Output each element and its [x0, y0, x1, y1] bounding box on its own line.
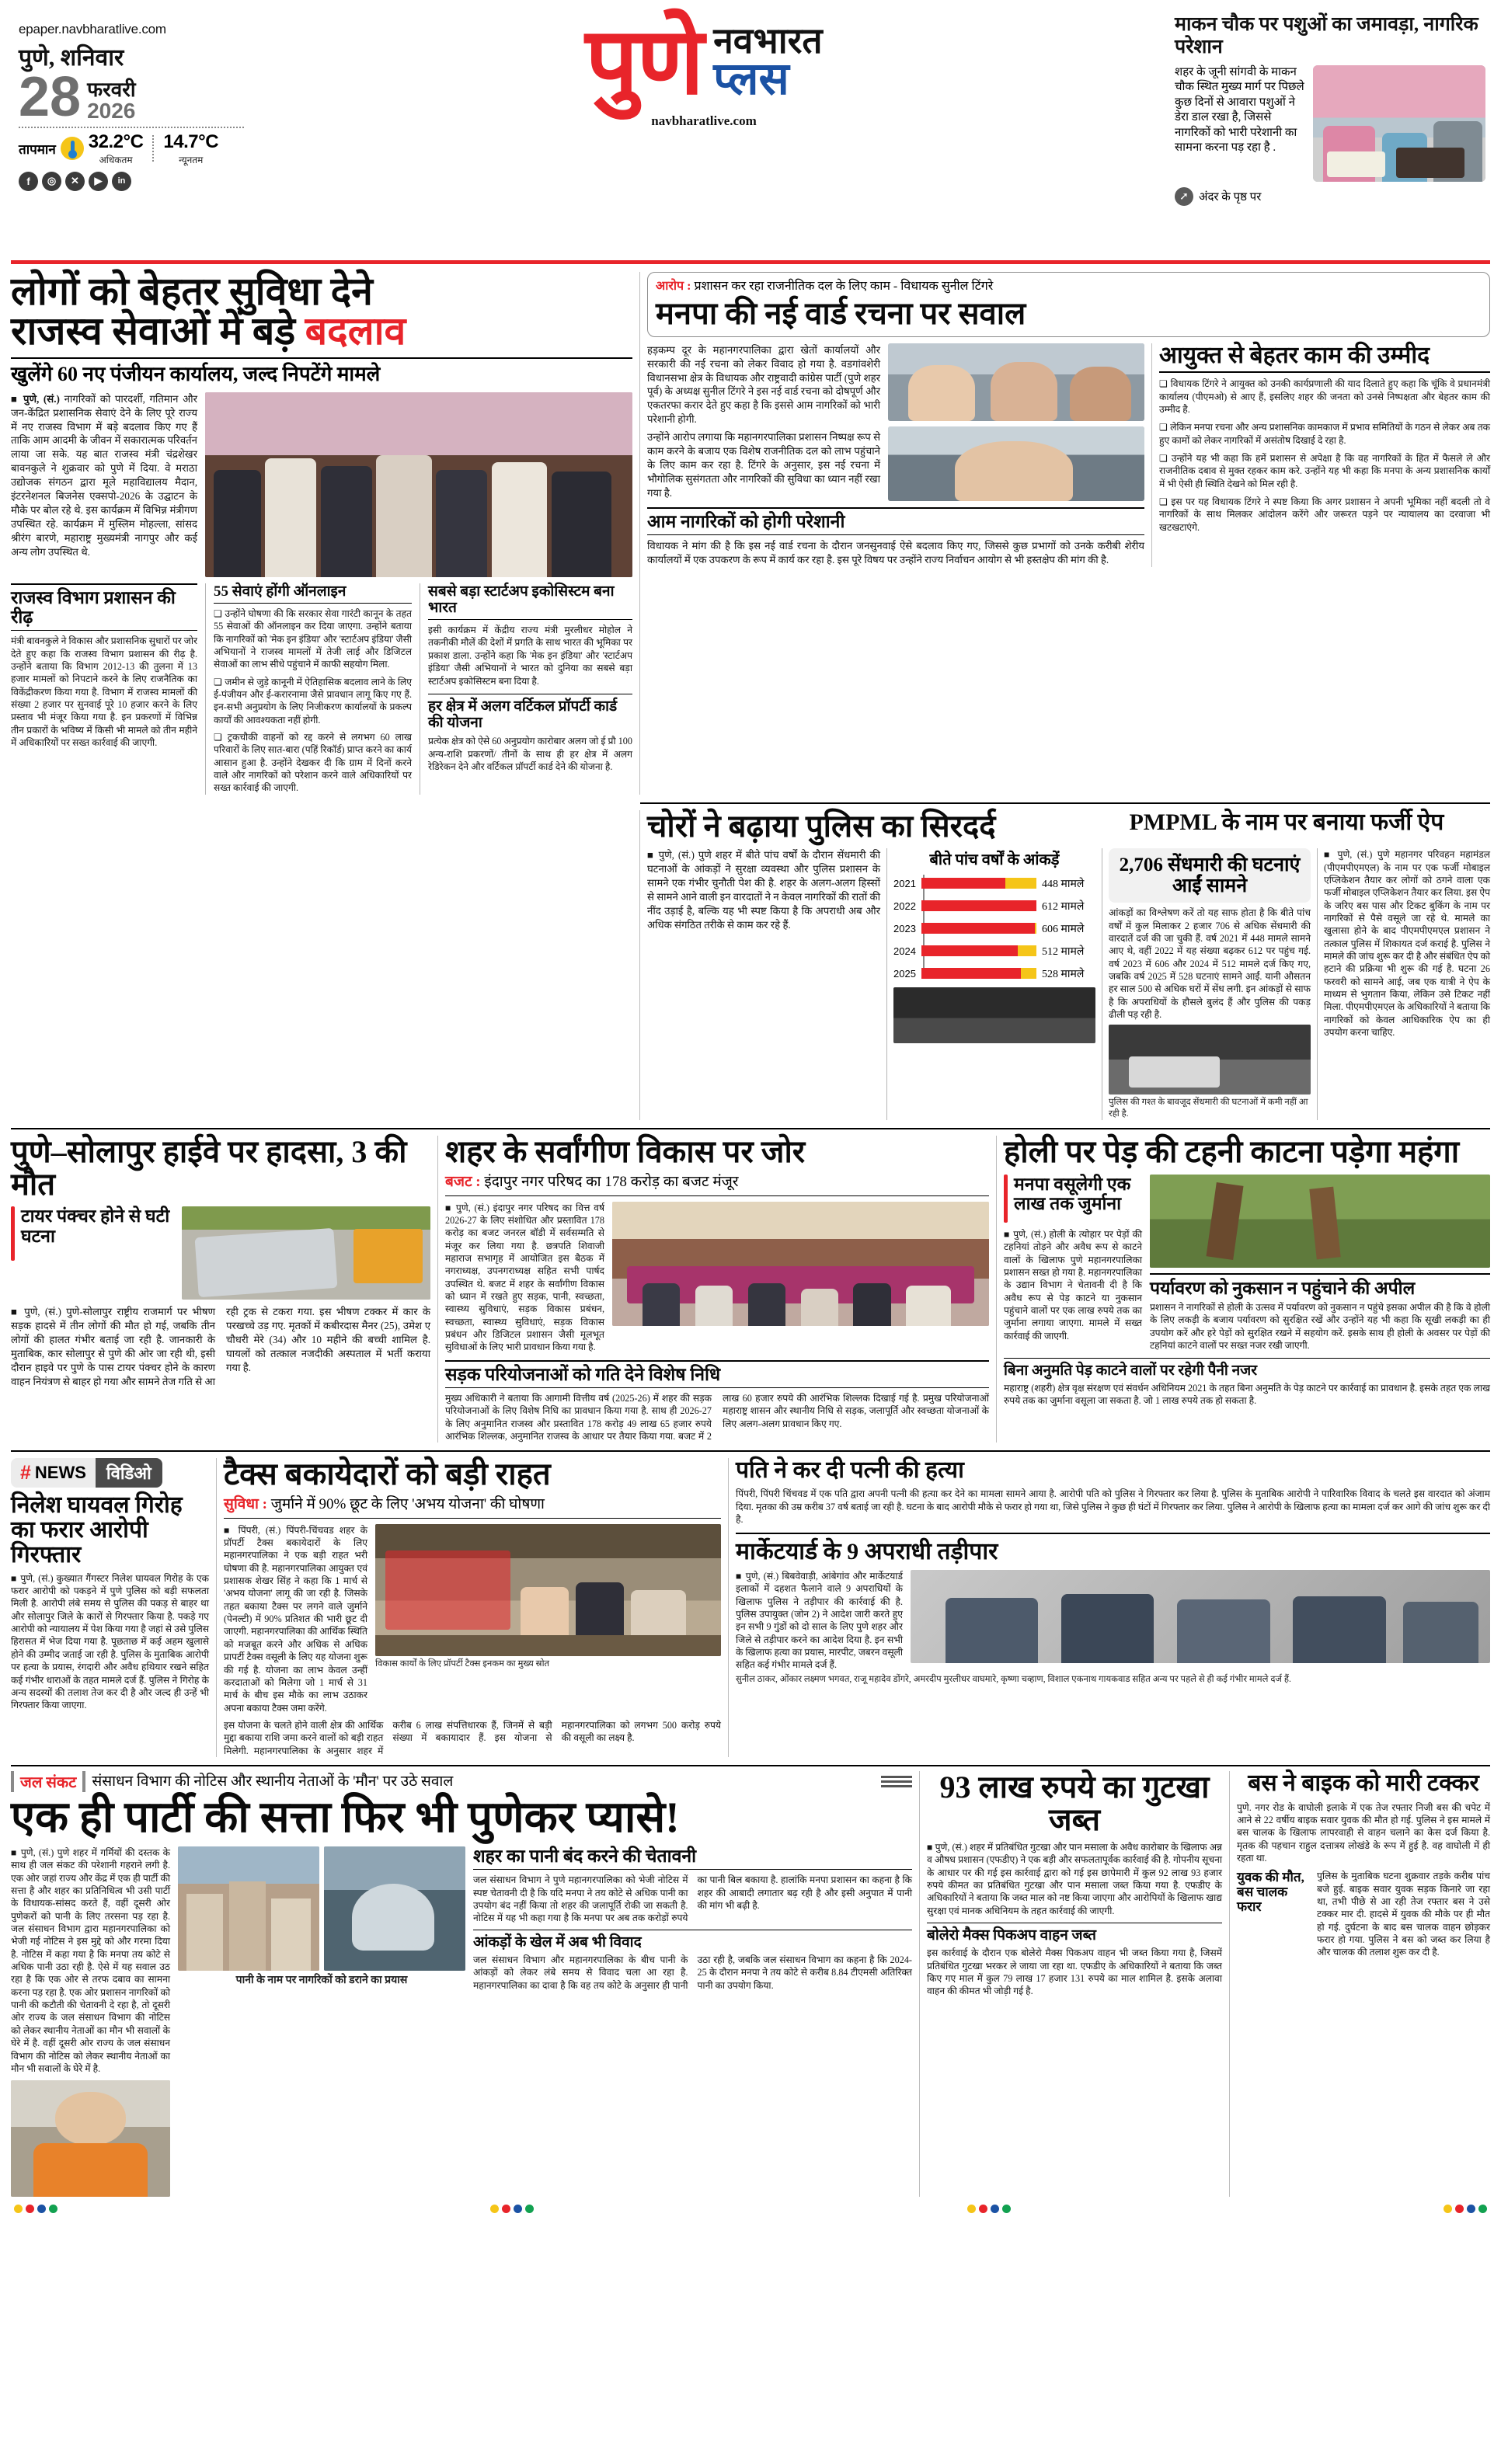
water-subhead: शहर का पानी बंद करने की चेतावनी [473, 1846, 912, 1870]
masthead-promo[interactable] [1164, 0, 1490, 206]
center-kicker-label: आरोप : [656, 280, 691, 293]
chart-year-label: 2022 [893, 900, 916, 912]
holi-subhead: मनपा वसूलेगी एक लाख तक जुर्माना [1014, 1174, 1131, 1214]
chart-value-label: 606 मामले [1042, 923, 1085, 935]
color-dots-center-2 [967, 2205, 1011, 2213]
chart-bar [921, 968, 1021, 979]
lead-sub2-text: मंत्री बावनकुले ने विकास और प्रशासनिक सुधारों पर जोर देते हुए कहा कि राजस्व विभाग प्रशासन की रीढ़ है. उन्होंने बताया कि विभाग 2012-13 की तुलना में 13 हजार मामलों को निपटाने करने के लिए राजनैतिक का विकेंद्रीकरण किया गया है. विभाग में राजस्व मामलों की संख्या 2 हजार पर सुनवाई पूरे 10 हजार करने के लिए प्रस्ताव भी मंजूर किया गया है. इन प्रकरणों में विभिन्न तीन प्रकारों के भविष्य में किसी भी मामले को तीन महीने में अधिकारियों पर सख्त कार्रवाई की जाएगी. [11, 635, 197, 748]
row-2 [11, 1136, 1490, 1443]
temp-min-value: 14.7°C [163, 131, 219, 152]
date-day: 28 [19, 66, 82, 128]
right-point-3: ❏ उन्होंने यह भी कहा कि हमें प्रशासन से अपेक्षा है कि वह नागरिकों के हित में फैसले ले और राजनीतिक दबाव से मुक्त रहकर काम करे. उन्होंने यह भी कहा कि मनपा के अन्य प्रशासनिक कार्यों में भी ऐसी ही स्थिति देखने को मिल रही है. [1159, 453, 1490, 489]
promo-photo [1313, 65, 1485, 182]
center-column [647, 343, 1144, 567]
accident-text: ■ पुणे, (सं.) पुणे-सोलापुर राष्ट्रीय राजमार्ग पर भीषण सड़क हादसे में तीन लोगों की मौत हो गई, जबकि तीन लोगों की हालत गंभीर बताई जा रही है. जानकारी के मुताबिक, कार सोलापुर से पुणे की ओर जा रही थी, इसी दौरान हाइवे पर पुणे के पास टायर पंक्चर होने के कारण वाहन नियंत्रण से बाहर हो गया और सामने तेज गति से आ रही ट्रक से टकरा गया. इस भीषण टक्कर में कार के परखच्चे उड़ गए. मृतकों में कबीरदास मैनर (25), उमेश ए चौधरी मेरे (34) और 10 महीने की बच्ची शामिल है. घायलों को तत्काल नजदीकी अस्पताल में भर्ती कराया गया है. [11, 1306, 430, 1388]
color-dots-left [14, 2205, 57, 2213]
card1-point-1: ❏ उन्होंने घोषणा की कि सरकार सेवा गारंटी कानून के तहत 55 सेवाओं की ऑनलाइन कर दिया जाएगा. उन्होंने बताया कि नागरिकों को 'मेक इन इंडिया' और 'स्टार्टअप इंडिया' जैसी अभियानों ने राजस्व मामलों में तेजी लाई और डिजिटल सेवाओं का लाभ सीधे पहुंचाने में काफी सहयोग मिला. [214, 607, 412, 670]
masthead-left [11, 0, 244, 191]
chart-title: बीते पांच वर्षों के आंकड़ें [929, 851, 1060, 869]
budget-subtext: मुख्य अधिकारी ने बताया कि आगामी वित्तीय वर्ष (2025-26) में शहर की सड़क परियोजनाओं के लिए विशेष निधि का प्रावधान किया गया है. साथ ही 2026-27 के लिए अनुमानित राजस्व और प्रस्तावित 178 करोड़ 49 लाख 65 हजार रुपये आरंभिक शिल्लक, अनुमानित राजस्व के आधार पर तैयार किया गया. बजट में 2 लाख 60 हजार रुपये की आरंभिक शिल्लक दिखाई गई है. प्रमुख परियोजनाओं महाराष्ट्र शासन और स्थानीय निधि से सड़क, जलापूर्ति और स्वच्छता योजनाओं के लिए अलग-अलग प्रावधान किए गए. [445, 1393, 989, 1443]
marketyard-story [736, 1540, 1490, 1685]
water-sub2-head: आंकड़ों के खेल में अब भी विवाद [473, 1930, 912, 1951]
crime-photo-2 [1109, 1025, 1311, 1095]
masthead-logo[interactable] [244, 0, 1164, 129]
instagram-icon[interactable]: ◎ [42, 172, 61, 191]
logo-pune: पुणे [585, 10, 703, 113]
gutkha-headline: 93 लाख रुपये का गुटखा जब्त [939, 1769, 1210, 1837]
card1-point-3: ❏ ट्रकचौकी वाहनों को रद्द करने से लगभग 60 लाख परिवारों के लिए सात-बारा (पहिं रिकॉर्ड) प्राप्त करने का कार्य आसान हुआ है. उन्होंने देखकर दी कि ग्राम में दिनों करने वाले और नागरिकों को परेशान करने वाले अधिकारियों पर सख्त कार्रवाई की जाएगी. [214, 731, 412, 794]
chart-value-label: 612 मामले [1042, 900, 1085, 913]
tax-headline: टैक्स बकायेदारों को बड़ी राहत [224, 1456, 551, 1492]
water-subtext: जल संसाधन विभाग ने पुणे महानगरपालिका को भेजी नोटिस में स्पष्ट चेतावनी दी है कि यदि मनपा ने तय कोटे से अधिक पानी का उपयोग बंद नहीं किया तो शहर की जलापूर्ति रोकी जा सकती है. नोटिस में यह भी कहा गया है कि मनपा पर अब तक करोड़ों रुपये का पानी बिल बकाया है. हालांकि मनपा प्रशासन का कहना है कि शहर की आबादी लगातार बढ़ रही है और इसी अनुपात में पानी की मांग भी बढ़ी है. [473, 1874, 912, 1924]
chart-value-label: 528 मामले [1042, 968, 1085, 980]
masthead [11, 0, 1490, 260]
crime-headline: चोरों ने बढ़ाया पुलिस का सिरदर्द [647, 808, 996, 844]
tax-kicker-text: जुर्माने में 90% छूट के लिए 'अभय योजना' की घोषणा [270, 1495, 545, 1512]
center-para-2: उन्होंने आरोप लगाया कि महानगरपालिका प्रशासन निष्पक्ष रूप से काम करने के बजाय एक विशेष राजनीतिक दल को लाभ पहुंचाने के लिए काम कर रहा है. टिंगरे के अनुसार, इस नई रचना में भौगोलिक सुसंगतता और नागरिकों की सुविधा का ध्यान नहीं रखा गया है. [647, 431, 880, 499]
card2-text: इसी कार्यक्रम में केंद्रीय राज्य मंत्री मुरलीधर मोहोल ने तकनीकी मौलें की देशों में प्रगति के साथ भारत की भूमिका पर प्रकाश डाला. उन्होंने कहा कि 'मेक इन इंडिया' और 'स्टार्टअप इंडिया' जैसी अभियानों ने भारत को दुनिया का सबसे बड़ा स्टार्टअप इकोसिस्टम बना दिया है. [428, 625, 632, 687]
water-photo-1 [178, 1846, 319, 1971]
center-subtext: विधायक ने मांग की है कि इस नई वार्ड रचना के दौरान जनसुनवाई ऐसे बदलाव किए गए, जिससे कुछ प्रभागों को उनके करीबी शेरीय कार्यालयों में एक उपकरण के रूप में कार्य कर रहा है. इस पूरे विषय पर उन्होंने राज्य निर्वाचन आयोग से भी हस्तक्षेप की मांग की है. [647, 539, 1144, 566]
tax-foot-text: इस योजना के चलते होने वाली क्षेत्र की आर्थिक मुद्दा बकाया राशि जमा करने वालों को बड़ी राहत मिलेगी. महानगरपालिका के अनुसार शहर में करीब 6 लाख संपत्तिधारक हैं, जिनमें से बड़ी संख्या में बकायादार हैं. इस योजना से महानगरपालिका को लगभग 500 करोड़ रुपये की वसूली का लक्ष्य है. [224, 1719, 721, 1756]
youtube-icon[interactable]: ▶ [89, 172, 108, 191]
pmpml-headline: PMPML के नाम पर बनाया फर्जी ऐप [1129, 809, 1444, 835]
lead-headline-line1: लोगों को बेहतर सुविधा देने [11, 270, 373, 313]
chart-bar [921, 945, 1018, 956]
news-video-headline: निलेश घायवल गिरोह का फरार आरोपी गिरफ्तार [11, 1492, 183, 1568]
holi-headline: होली पर पेड़ की टहनी काटना पड़ेगा महंगा [1004, 1134, 1460, 1170]
water-text: ■ पुणे, (सं.) पुणे शहर में गर्मियों की दस्तक के साथ ही जल संकट की परेशानी गहराने लगी है. एक ओर जहां राज्य और केंद्र में एक ही पार्टी की सत्ता है और शहर का प्रतिनिधित्व भी उसी पार्टी के विधायक-सांसद करते हैं, वहीं दूसरी ओर पुणेकरों को पानी के लिए तरसना पड़ रहा है. जल संसाधन विभाग द्वारा महानगरपालिका को भेजी गई नोटिस ने इस मुद्दे को और गरमा दिया है. नोटिस में कहा गया है कि मनपा तय कोटे से अधिक पानी उठा रही है. ऐसे में यह सवाल उठ रहा है कि एक ओर से तरफ दबाव का सामना करना पड़ रहा है. एक ओर प्रशासन नागरिकों को पानी की कटौती की चेतावनी दे रहा है, तो दूसरी ओर राज्य के जल संसाधन विभाग की नोटिस को लेकर स्थानीय नेताओं का मौन भी सवालों के घेरे में है. वहीं दूसरी ओर राज्य के जल संसाधन विभाग की नोटिस को लेकर स्थानीय नेताओं का मौन भी सवालों के घेरे में है. [11, 1847, 170, 2074]
chart-row [893, 965, 1095, 982]
row1-right-area [647, 272, 1490, 795]
budget-kicker-label: बजट : [445, 1173, 481, 1190]
marketyard-headline-rest: अपराधी तड़ीपार [864, 1539, 998, 1565]
holi-photo [1150, 1175, 1490, 1268]
chart-year-label: 2024 [893, 945, 916, 957]
budget-kicker-text: इंदापुर नगर परिषद का 178 करोड़ का बजट मंजूर [484, 1173, 739, 1190]
center-photo-1 [888, 343, 1144, 421]
center-kicker [656, 279, 1482, 294]
site-url[interactable]: epaper.navbharatlive.com [19, 22, 166, 37]
crime-stat-box [1109, 848, 1311, 1120]
weather-block [19, 131, 244, 166]
news-label: NEWS [34, 1463, 86, 1483]
chart-row [893, 875, 1095, 892]
date-year: 2026 [87, 98, 136, 123]
arrow-right-icon: ➚ [1175, 187, 1193, 206]
center-subhead: आम नागरिकों को होगी परेशानी [647, 507, 1144, 535]
card1-point-2: ❏ जमीन से जुड़े कानूनी में ऐतिहासिक बदलाव लाने के लिए ई-पंजीयन और ई-करारनामा जैसे प्रावधान लागू किए गए हैं. इन-सभी अनुप्रयोग के लिए निजीकरण कार्यालयों के प्रकल्प कार्यों की आवश्यकता नहीं होगी. [214, 676, 412, 726]
crime-strip [11, 810, 1490, 1121]
marketyard-headline-num: मार्केटयार्ड के 9 [736, 1539, 859, 1565]
x-twitter-icon[interactable]: ✕ [65, 172, 85, 191]
news-video-story [11, 1458, 209, 1757]
linkedin-icon[interactable]: in [112, 172, 131, 191]
promo-headline: माकन चौक पर पशुओं का जमावड़ा, नागरिक परेशान [1175, 14, 1478, 57]
lead-para-1: ■ पुणे, (सं.) नागरिकों को पारदर्शी, गतिमान और जन-केंद्रित प्रशासनिक सेवाएं देने के लिए पूरे राज्य में नए राजस्व विभाग में बड़े बदलाव किए गए हैं ताकि आम आदमी के जीवन में सकारात्मक परिवर्तन लाया जा सके. यह बात राजस्व मंत्री चंद्रशेखर बावनकुले ने शुक्रवार को पुणे में दिया. वे मराठा उद्योजक संगठन द्वारा मूले महाविद्यालय मैदान, इंटरनेशनल बिजनेस एक्सपो-2026 के उद्घाटन के मौके पर बोल रहे थे. इस कार्यक्रम में विभिन्न मंत्रीगण उपस्थित रहे. कार्यक्रम में मुस्लिम मोहल्ला, सांसद श्रीरंग बारणे, महाराष्ट्र मुख्यमंत्री नागपुर और कई अन्य लोग उपस्थित थे. [11, 392, 198, 559]
water-sub2-text: जल संसाधन विभाग और महानगरपालिका के बीच पानी के आंकड़ों को लेकर लंबे समय से विवाद चला आ रहा है. महानगरपालिका का दावा है कि वह तय कोटे के अनुसार ही पानी उठा रही है, जबकि जल संसाधन विभाग का कहना है कि 2024-25 के दौरान मनपा ने तय कोटे से करीब 8.84 टीएमसी अतिरिक्त पानी का उपयोग किया. [473, 1954, 912, 1991]
brand-url[interactable]: navbharatlive.com [651, 113, 757, 128]
chart-bar [921, 923, 1035, 934]
tax-story [224, 1458, 721, 1757]
accident-photo [182, 1206, 430, 1300]
right-column [1159, 343, 1490, 567]
bus-bike-subhead: युवक की मौत, बस चालक फरार [1237, 1870, 1304, 1915]
chart-value-label: 512 मामले [1042, 945, 1085, 958]
holi-note-head: बिना अनुमति पेड़ काटने वालों पर रहेगी पैनी नजर [1004, 1358, 1490, 1379]
date-month: फरवरी [87, 78, 136, 101]
center-photo-2 [888, 426, 1144, 501]
card3-text: प्रत्येक क्षेत्र को ऐसे 60 अनुप्रयोग कारोबार अलग जो ई प्रौ 100 अन्य-राशि प्रकरणों/ तीनों के साथ ही हर क्षेत्र में अलग रेडिरेकन देने और वर्टिकल प्रॉपर्टी कार्ड देने की योजना है. [428, 736, 632, 773]
news-video-text: ■ पुणे, (सं.) कुख्यात गैंगस्टर निलेश घायवल गिरोह के एक फरार आरोपी को पकड़ने में पुणे पुलिस को बड़ी सफलता मिली है. आरोपी लंबे समय से पुलिस की पकड़ से बाहर था और सोलापुर जिले के कारों से गिरफ्तार किया है. पकड़े गए आरोपी को न्यायालय में पेश किया गया है जहां से उसे पुलिस हिरासत में भेज दिया गया है. पूछताछ में कई अहम खुलासे होने की उम्मीद जताई जा रही है. पुलिस के मुताबिक आरोपी पर हत्या के प्रयास, रंगदारी और अवैध हथियार रखने सहित कई गंभीर धाराओं के तहत मामले दर्ज हैं. पुलिस ने गिरोह के अन्य सदस्यों की तलाश तेज कर दी है और जल्द ही उन्हें भी गिरफ्तार किया जाएगा. [11, 1572, 210, 1711]
chart-row [893, 897, 1095, 914]
crime-photo [893, 987, 1095, 1043]
top-red-band [11, 260, 1490, 264]
holi-sub2-head: पर्यावरण को नुकसान न पहुंचाने की अपील [1150, 1273, 1490, 1298]
city-and-day: पुणे, शनिवार [19, 45, 124, 71]
bus-bike-story [1237, 1771, 1490, 2197]
thermometer-icon [61, 137, 84, 160]
bus-bike-subtext: पुलिस के मुताबिक घटना शुक्रवार तड़के करीब पांच बजे हुई. बाइक सवार युवक सड़क किनारे जा रहा था, तभी पीछे से आ रही तेज रफ्तार बस ने उसे टक्कर मार दी. हादसे में युवक की मौके पर ही मौत हो गई. दुर्घटना के बाद बस चालक वाहन छोड़कर फरार हो गया. पुलिस ने बस को जब्त कर लिया है और चालक की तलाश शुरू कर दी है. [1317, 1871, 1490, 1958]
lead-headline-highlight: बदलाव [305, 309, 406, 353]
bus-bike-headline: बस ने बाइक को मारी टक्कर [1248, 1770, 1479, 1796]
row-3 [11, 1458, 1490, 1757]
tax-kicker [224, 1495, 721, 1519]
promo-text: शहर के जूनी सांगवी के माकन चौक स्थित मुख्य मार्ग पर पिछले कुछ दिनों से आवारा पशुओं ने डेरा डाल रखा है, जिससे नागरिकों को भारी परेशानी का सामना करना पड़ रहा है . [1175, 65, 1304, 154]
lead-para-1-text: नागरिकों को पारदर्शी, गतिमान और जन-केंद्रित प्रशासनिक सेवाएं देने के लिए पूरे राज्य में नए राजस्व विभाग में बड़े बदलाव किए गए हैं ताकि आम आदमी के जीवन में सकारात्मक परिवर्तन लाया जा सके. यह बात राजस्व मंत्री चंद्रशेखर बावनकुले ने शुक्रवार को पुणे में दिया. वे मराठा उद्योजक संगठन द्वारा मूले महाविद्यालय मैदान, इंटरनेशनल बिजनेस एक्सपो-2026 के उद्घाटन के मौके पर बोल रहे थे. इस कार्यक्रम में विभिन्न मंत्रीगण उपस्थित रहे. कार्यक्रम में मुस्लिम मोहल्ला, सांसद श्रीरंग बारणे, महाराष्ट्र मुख्यमंत्री नागपुर और कई अन्य लोग उपस्थित थे. [11, 392, 198, 559]
card3-title: हर क्षेत्र में अलग वर्टिकल प्रॉपर्टी कार्ड की योजना [428, 694, 632, 732]
gutkha-subhead: बोलेरो मैक्स पिकअप वाहन जब्त [927, 1923, 1222, 1944]
center-headline: मनपा की नई वार्ड रचना पर सवाल [656, 296, 1026, 331]
crime-stat-headline: 2,706 सेंधमारी की घटनाएं आईं सामने [1119, 854, 1301, 897]
promo-inside-label[interactable]: अंदर के पृष्ठ पर [1199, 190, 1262, 204]
pmpml-text: ■ पुणे, (सं.) पुणे महानगर परिवहन महामंडल (पीएमपीएमएल) के नाम पर एक फर्जी मोबाइल एप्लिकेशन तैयार कर लोगों को ठगने वाला एक फर्जी मोबाइल एप्लिकेशन तैयार कर लिया. इस ऐप के जरिए बस पास और टिकट बुकिंग के नाम पर नागरिकों से पैसे वसूले जा रहे थे. मामले का खुलासा होने के बाद पीएमपीएमएल प्रशासन ने तत्काल पुलिस में शिकायत दर्ज कराई है. पुलिस ने मामले की जांच शुरू कर दी है और संबंधित ऐप को हटाने की प्रक्रिया भी शुरू की गई है. घटना 26 फरवरी को सामने आई, जब एक यात्री ने ऐप के माध्यम से भुगतान किया, लेकिन उसे टिकट नहीं मिला. पीएमपीएमएल के अधिकारियों ने बताया कि नागरिकों को केवल आधिकारिक ऐप का ही उपयोग करना चाहिए. [1324, 849, 1490, 1039]
chart-row [893, 942, 1095, 959]
holi-tree-story [1004, 1136, 1490, 1443]
lead-sub2-title: राजस्व विभाग प्रशासन की रीढ़ [11, 583, 197, 632]
facebook-icon[interactable]: f [19, 172, 38, 191]
chart-year-label: 2025 [893, 967, 916, 980]
video-label: विडिओ [96, 1458, 162, 1488]
center-para-1: हड़कम्प दूर के महानगरपालिका द्वारा खेतों कार्यालयों और सरकारी की नई रचना को लेकर विवाद हो गया है. वडगांवशेरी विधानसभा क्षेत्र के विधायक और राष्ट्रवादी कांग्रेस पार्टी (पुणे शहर पूर्व) के अध्यक्ष सुनील टिंगरे ने इस नई वार्ड रचना को दोषपूर्ण और एकतरफा करार देते हुए कहा है कि इससे आम नागरिकों को भारी परेशानी होगी. [647, 343, 880, 426]
temperature-label: तापमान [19, 141, 56, 157]
logo-navbharat: नवभारत [713, 20, 823, 61]
temp-separator [152, 135, 154, 162]
tax-kicker-label: सुविधा : [224, 1495, 268, 1512]
marketyard-text: ■ पुणे, (सं.) बिबवेवाड़ी, आंबेगांव और मार्केटयार्ड इलाकों में दहशत फैलाने वाले 9 अपराधियों के खिलाफ पुलिस ने तड़ीपार की कार्रवाई की है. पुलिस उपायुक्त (जोन 2) ने आदेश जारी करते हुए इन सभी 9 गुंडों को दो साल के लिए पुणे शहर और जिले से तड़ीपार करने का आदेश दिया है. इन सभी के खिलाफ हत्या का प्रयास, मारपीट, जबरन वसूली सहित कई गंभीर मामले दर्ज हैं. [736, 1571, 903, 1671]
crime-photo-caption: पुलिस की गश्त के बावजूद सेंधमारी की घटनाओं में कमी नहीं आ रही है. [1109, 1098, 1308, 1119]
water-label-pill [11, 1771, 85, 1792]
gutkha-subtext: इस कार्रवाई के दौरान एक बोलेरो मैक्स पिकअप वाहन भी जब्त किया गया है, जिसमें प्रतिबंधित गुटखा भरकर ले जाया जा रहा था. एफडीए के अधिकारियों ने बताया कि जब्त किए गए माल में कुल 79 लाख 17 हजार 131 रुपये का माल शामिल है. इसके अलावा वाहन की कीमत भी जोड़ी गई है. [927, 1947, 1222, 1997]
water-kicker: संसाधन विभाग की नोटिस और स्थानीय नेताओं के 'मौन' पर उठे सवाल [92, 1773, 454, 1790]
budget-kicker [445, 1173, 989, 1196]
marketyard-caption: सुनील ठाकर, ओंकार लक्ष्मण भगवत, राजू महादेव डोंगरे, अमरदीप मुरलीधर वाघमारे, कृष्णा चव्हाण, विशाल एकनाथ गायकवाड सहित अन्य पर पहले से ही कई गंभीर मामले दर्ज हैं. [736, 1674, 1291, 1684]
pmpml-story [1324, 848, 1490, 1120]
gutkha-text: ■ पुणे, (सं.) शहर में प्रतिबंधित गुटखा और पान मसाला के अवैध कारोबार के खिलाफ अन्न व औषध प्रशासन (एफडीए) ने एक बड़ी और सफलतापूर्वक कार्रवाई की है. गोपनीय सूचना के आधार पर की गई इस कार्रवाई द्वारा को गई इस छापेमारी में कुल 92 लाख 93 हजार रुपये कीमत का प्रतिबंधित गुटखा और पान मसाला जब्त किया गया है. एफडीए के अधिकारियों ने बताया कि जब्त माल को नष्ट किया जाएगा और आरोपियों के खिलाफ खाद्य सुरक्षा एवं मानक अधिनियम के तहत कार्रवाई की जाएगी. [927, 1842, 1222, 1916]
chart-body [893, 875, 1095, 982]
temp-max-value: 32.2°C [88, 131, 144, 152]
temp-min-label: न्यूनतम [179, 154, 204, 165]
budget-story [445, 1136, 989, 1443]
footer-registration-marks [11, 2205, 1490, 2213]
center-lead-story [647, 272, 1490, 337]
row3-right [736, 1458, 1490, 1757]
holi-note-text: महाराष्ट्र (शहरी) क्षेत्र वृक्ष संरक्षण एवं संवर्धन अधिनियम 2021 के तहत बिना अनुमति के पेड़ काटने पर कार्रवाई का प्रावधान है. इसके तहत एक लाख रुपये तक का जुर्माना वसूला जा सकता है. जो 1 लाख रुपये तक हो सकता है. [1004, 1382, 1490, 1407]
water-portrait-photo [11, 2080, 170, 2197]
water-crisis-story [11, 1771, 912, 2197]
card1-title: 55 सेवाएं होंगी ऑनलाइन [214, 583, 412, 604]
hash-icon: # [20, 1461, 31, 1484]
holi-text: ■ पुणे, (सं.) होली के त्योहार पर पेड़ों की टहनियां तोड़ने और अवैध रूप से काटने वालों के खिलाफ पुणे महानगरपालिका प्रशासन सख्त हो गया है. महानगरपालिका के उद्यान विभाग ने चेतावनी दी है कि अवैध रूप से पेड़ काटने या नुकसान पहुंचाने वालों पर एक लाख रुपये तक का जुर्माना लगाया जाएगा. मामले में सख्त कार्रवाई की जाएगी. [1004, 1228, 1142, 1342]
lead-headline-line2-a: राजस्व सेवाओं में बड़े [11, 309, 305, 353]
tax-photo-caption: विकास कार्यों के लिए प्रॉपर्टी टैक्स इनकम का मुख्य स्रोत [375, 1658, 550, 1669]
lead-left-story [11, 272, 632, 795]
crime-para: ■ पुणे, (सं.) पुणे शहर में बीते पांच वर्षों के दौरान सेंधमारी की घटनाओं के आंकड़ों ने सुरक्षा व्यवस्था और पुलिस प्रशासन के सामने एक गंभीर चुनौती पेश की है. शहर के अलग-अलग हिस्सों से सामने आने वाली इन वारदातों ने न केवल नागरिकों की रातों की नींद उड़ाई है, बल्कि यह भी स्पष्ट किया है कि अपराधी अब और अधिक संगठित तरीके से काम कर रहे हैं. [647, 849, 881, 931]
tax-text: ■ पिंपरी, (सं.) पिंपरी-चिंचवड शहर के प्रॉपर्टी टैक्स बकायेदारों के लिए महानगरपालिका ने एक बड़ी राहत भरी घोषणा की है. महानगरपालिका आयुक्त एवं प्रशासक शेखर सिंह ने कहा कि 1 मार्च से 'अभय योजना' लागू की जा रही है. जिसके तहत बकाया टैक्स पर लगने वाले जुर्माने (पेनल्टी) में 90% प्रतिशत की भारी छूट दी जाएगी. महानगरपालिका की आर्थिक स्थिति को मजबूत करने और अधिक से अधिक प्रापर्टी टैक्स वसूली के लिए यह योजना शुरू की गई है. योजना का लाभ केवल उन्हीं करदाताओं को मिलेगा जो 1 मार्च से 31 मार्च के बीच इस मौके का लाभ उठाकर अपना बकाया टैक्स जमा करेंगे. [224, 1524, 367, 1714]
row-1 [11, 272, 1490, 795]
bus-bike-text: पुणे. नगर रोड के वाघोली इलाके में एक तेज रफ्तार निजी बस की चपेट में आने से 22 वर्षीय बाइक सवार युवक की मौत हो गई. पुलिस ने इस मामले में बस चालक के खिलाफ लापरवाही से वाहन चलाने का केस दर्ज किया है. मृतक की पहचान राहुल दत्तात्रय लोखंडे के रूप में हुई है. वह वाघोली में ही रहता था. [1237, 1801, 1490, 1864]
murder-headline: पति ने कर दी पत्नी की हत्या [736, 1457, 964, 1484]
water-photo-2 [324, 1846, 465, 1971]
accident-story [11, 1136, 430, 1443]
menu-lines-icon [881, 1773, 912, 1790]
chart-year-label: 2023 [893, 922, 916, 934]
water-headline: एक ही पार्टी की सत्ता फिर भी पुणेकर प्यासे! [11, 1793, 680, 1842]
color-dots-right [1444, 2205, 1487, 2213]
news-video-badge[interactable] [11, 1458, 162, 1488]
temp-max-label: अधिकतम [99, 154, 133, 165]
accident-subhead: टायर पंक्चर होने से घटी घटना [21, 1206, 170, 1246]
logo-plus: प्लस [713, 54, 789, 105]
budget-headline: शहर के सर्वांगीण विकास पर जोर [445, 1134, 806, 1170]
budget-photo [612, 1202, 989, 1326]
chart-year-label: 2021 [893, 877, 916, 889]
lead-headline-line2 [11, 311, 632, 351]
budget-text: ■ पुणे, (सं.) इंदापुर नगर परिषद का वित्त वर्ष 2026-27 के लिए संशोधित और प्रस्तावित 178 करोड़ का बजट जनरल बॉडी में सर्वसम्मति से मंजूर कर लिया गया है. छत्रपति शिवाजी महाराज सभागृह में आयोजित इस बैठक में नगराध्यक्ष, उपनगराध्यक्ष सहित सभी पार्षद उपस्थित थे. बजट में शहर के सर्वांगीण विकास को ध्यान में रखते हुए सड़क, पानी, स्वच्छता, स्वास्थ्य सुविधाएं, सड़क विकास प्रबंधन, स्वच्छता, स्वास्थ्य सुविधाएं, सड़क विकास प्रबंधन और डिजिटल प्रशासन जैसी मूलभूत सुविधाओं के लिए भारी प्रावधान किया गया है. [445, 1202, 604, 1353]
marketyard-headline [736, 1540, 1490, 1564]
water-photo-caption: पानी के नाम पर नागरिकों को डराने का प्रयास [235, 1975, 408, 1987]
murder-story [736, 1458, 1490, 1526]
accident-headline: पुणे–सोलापुर हाईवे पर हादसा, 3 की मौत [11, 1134, 407, 1202]
water-label: जल संकट [20, 1773, 77, 1791]
budget-subhead: सड़क परियोजनाओं को गति देने विशेष निधि [445, 1360, 989, 1388]
tax-photo [375, 1524, 721, 1656]
crime-stat-text: आंकड़ों का विश्लेषण करें तो यह साफ होता है कि बीते पांच वर्षों में कुल मिलाकर 2 हजार 706 से अधिक सेंधमारी की वारदातें दर्ज की जा चुकी हैं. वर्ष 2021 में 448 मामले सामने आए थे, वहीं 2022 में यह संख्या बढ़कर 612 पर पहुंच गई. वर्ष 2023 में 606 और 2024 में 512 मामले दर्ज किए गए, जबकि वर्ष 2025 में 528 घटनाएं सामने आईं. यानी औसतन हर साल 500 से अधिक घरों में सेंध लगी. इन आंकड़ों से साफ है कि अपराधियों के हौसले बुलंद हैं और पुलिस की पकड़ ढीली पड़ रही है. [1109, 907, 1311, 1021]
chart-row [893, 920, 1095, 937]
marketyard-photo [911, 1570, 1490, 1663]
gutkha-story [927, 1771, 1222, 2197]
color-dots-center [490, 2205, 534, 2213]
right-point-4: ❏ इस पर यह विधायक टिंगरे ने स्पष्ट किया कि अगर प्रशासन ने अपनी भूमिका नहीं बदली तो वे नागरिकों के साथ मिलकर आंदोलन करेंगे और जरूरत पड़ने पर न्यायालय का दरवाजा भी खटखटाएंगे. [1159, 496, 1490, 533]
lead-subhead: खुलेंगे 60 नए पंजीयन कार्यालय, जल्द निपटेंगे मामले [11, 363, 381, 385]
row-4 [11, 1771, 1490, 2197]
chart-bar [921, 900, 1036, 911]
right-point-2: ❏ लेकिन मनपा रचना और अन्य प्रशासनिक कामकाज में प्रभाव समितियों के गठन से लेकर अब तक हुए कामों को लेकर नागरिकों में असंतोष दिखाई दे रहा है. [1159, 422, 1490, 446]
card2-title: सबसे बड़ा स्टार्टअप इकोसिस्टम बना भारत [428, 583, 632, 621]
lead-photo [205, 392, 632, 577]
date-block [19, 66, 244, 128]
right-headline: आयुक्त से बेहतर काम की उम्मीद [1159, 343, 1490, 374]
right-point-1: ❏ विधायक टिंगरे ने आयुक्त को उनकी कार्यप्रणाली की याद दिलाते हुए कहा कि चूंकि वे प्रधानमंत्री कार्यालय (पीएमओ) से आए हैं, इसलिए शहर की जनता को उनसे निष्पक्षता और बेहतर काम की उम्मीद है. [1159, 378, 1490, 416]
center-kicker-text: प्रशासन कर रहा राजनीतिक दल के लिए काम - विधायक सुनील टिंगरे [694, 280, 994, 293]
crime-chart [893, 848, 1095, 1120]
murder-text: पिंपरी, पिंपरी चिंचवड में एक पति द्वारा अपनी पत्नी की हत्या कर देने का मामला सामने आया है. आरोपी पति को पुलिस ने गिरफ्तार कर लिया है. पुलिस के मुताबिक आरोपी ने पारिवारिक विवाद के चलते इस वारदात को अंजाम दिया. मृतका की उम्र करीब 37 वर्ष बताई जा रही है. घटना के बाद आरोपी मौके से फरार हो गया था, जिसे पुलिस ने कुछ ही घंटों में गिरफ्तार कर लिया. पुलिस ने आरोपी के खिलाफ हत्या का मामला दर्ज कर आगे की जांच शुरू कर दी है. [736, 1488, 1490, 1525]
chart-value-label: 448 मामले [1042, 878, 1085, 890]
holi-sub2-text: प्रशासन ने नागरिकों से होली के उत्सव में पर्यावरण को नुकसान न पहुंचे इसका अपील की है कि वे होली के लिए लकड़ी के बजाय पर्यावरण को सुरक्षित रखें और उन्होंने यह भी कहा कि सूखी लकड़ी का ही उपयोग करें और हरे पेड़ों को सुरक्षित रखने में सहयोग करें. इसके साथ ही होली के अवसर पर पेड़ों की टहनियां काटने वालों पर सख्त नजर रखी जाएगी. [1150, 1302, 1490, 1352]
chart-bar [921, 878, 1005, 889]
social-links[interactable] [19, 172, 244, 191]
